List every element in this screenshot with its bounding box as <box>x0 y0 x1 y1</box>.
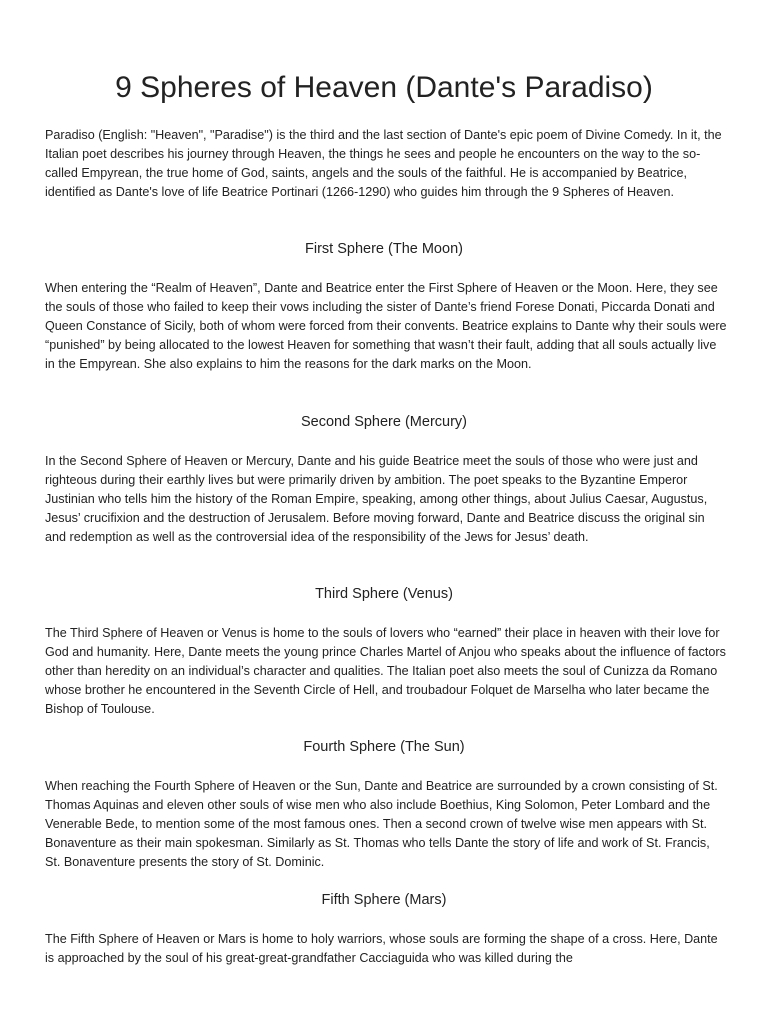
section-body-second-sphere: In the Second Sphere of Heaven or Mercury, Dante and his guide Beatrice meet the souls of those who were just and righteous during their earthly lives but were primarily driven by ambition. The poet speaks to the Byzantine Emperor Justinian who tells him the history of the Roman Empire, speaking, among other things, about Julius Caesar, Augustus, Jesus’ crucifixion and the destruction of Jerusalem. Before moving forward, Dante and Beatrice discuss the original sin and redemption as well as the controversial idea of the responsibility of the Jews for Jesus’ death. <box>45 454 708 545</box>
section-body-first-sphere: When entering the “Realm of Heaven”, Dante and Beatrice enter the First Sphere of Heaven or the Moon. Here, they see the souls of those who failed to keep their vows including the sister of Dante’s friend Forese Donati, Piccarda Donati and Queen Constance of Sicily, both of whom were forced from their convents. Beatrice explains to Dante why their souls were “punished” by being allocated to the lowest Heaven for something that wasn’t their fault, adding that all souls actually live in the Empyrean. She also explains to him the reasons for the dark marks on the Moon. <box>45 281 727 372</box>
intro-paragraph: Paradiso (English: "Heaven", "Paradise") is the third and the last section of Dante's epic poem of Divine Comedy. In it, the Italian poet describes his journey through Heaven, the things he sees and people he encounters on the way to the so-called Empyrean, the true home of God, saints, angels and the souls of the faithful. He is accompanied by Beatrice, identified as Dante's love of life Beatrice Portinari (1266-1290) who guides him through the 9 Spheres of Heaven. <box>45 128 722 200</box>
section-heading-first-sphere: First Sphere (The Moon) <box>305 241 463 257</box>
page-title: 9 Spheres of Heaven (Dante's Paradiso) <box>115 71 653 104</box>
section-heading-fourth-sphere: Fourth Sphere (The Sun) <box>303 739 465 755</box>
section-body-fifth-sphere: The Fifth Sphere of Heaven or Mars is home to holy warriors, whose souls are forming the shape of a cross. Here, Dante is approached by the soul of his great-great-grandfather Cacciaguida who was killed during the <box>45 932 718 966</box>
section-heading-third-sphere: Third Sphere (Venus) <box>315 586 453 602</box>
section-body-third-sphere: The Third Sphere of Heaven or Venus is home to the souls of lovers who “earned” their place in heaven with their love for God and humanity. Here, Dante meets the young prince Charles Martel of Anjou who speaks about the influence of factors other than heredity on an individual’s character and qualities. The Italian poet also meets the soul of Cunizza da Romano whose brother he encountered in the Seventh Circle of Hell, and troubadour Folquet de Marselha who later became the Bishop of Toulouse. <box>45 626 726 717</box>
section-body-fourth-sphere: When reaching the Fourth Sphere of Heaven or the Sun, Dante and Beatrice are surrounded by a crown consisting of St. Thomas Aquinas and eleven other souls of wise men who also include Boethius, King Solomon, Peter Lombard and the Venerable Bede, to mention some of the most famous ones. Then a second crown of twelve wise men appears with St. Bonaventure as their main spokesman. Similarly as St. Thomas who tells Dante the story of life and work of St. Francis, St. Bonaventure presents the story of St. Dominic. <box>45 779 718 870</box>
section-heading-second-sphere: Second Sphere (Mercury) <box>300 414 467 430</box>
section-heading-fifth-sphere: Fifth Sphere (Mars) <box>321 892 447 908</box>
